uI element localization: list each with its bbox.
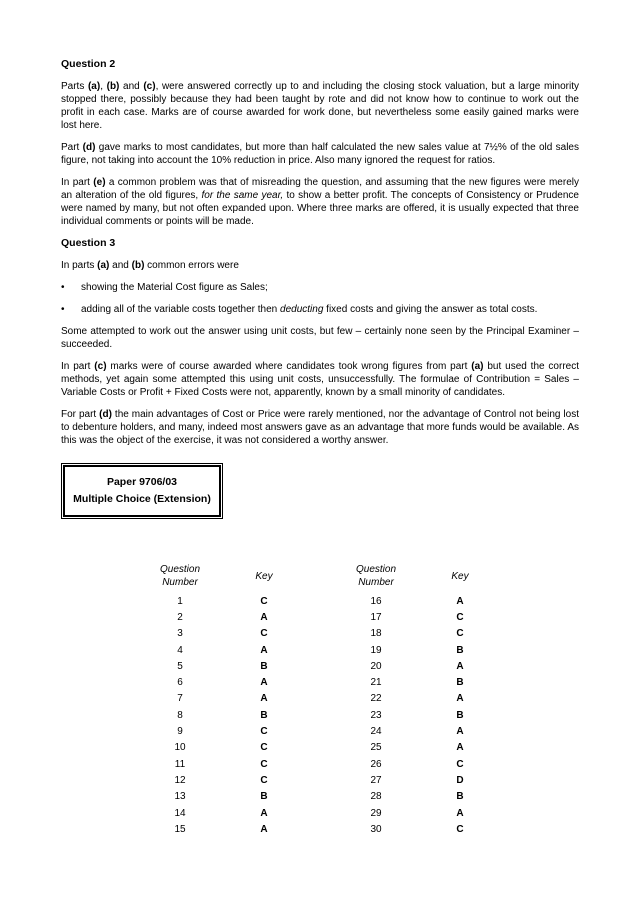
answer-key-cell: B	[260, 791, 268, 803]
spacer	[208, 559, 236, 593]
answer-key-cell: A	[456, 726, 464, 738]
question-2-heading: Question 2	[61, 58, 116, 70]
table-row	[348, 609, 488, 625]
table-row	[348, 723, 488, 739]
question-number-cell: 12	[174, 774, 186, 786]
question-number-cell: 5	[177, 660, 183, 672]
spacer	[404, 789, 432, 805]
question-number-cell: 27	[370, 774, 382, 786]
answer-key-cell: C	[456, 823, 464, 835]
answer-key-cell: A	[260, 644, 268, 656]
table-row	[152, 609, 292, 625]
question-number-cell: 6	[177, 677, 183, 689]
answer-key-table-right	[348, 559, 488, 837]
answer-key-cell: A	[260, 611, 268, 623]
question-number-cell: 21	[370, 677, 382, 689]
question-number-cell: 19	[370, 644, 382, 656]
answer-key-cell: C	[260, 742, 268, 754]
table-row	[348, 658, 488, 674]
table-row	[348, 756, 488, 772]
spacer	[404, 740, 432, 756]
spacer	[208, 674, 236, 690]
q2-part-d-paragraph	[61, 141, 579, 167]
q3-part-d-paragraph	[61, 408, 579, 447]
table-row	[152, 740, 292, 756]
question-number-cell: 14	[174, 807, 186, 819]
question-number-cell: 29	[370, 807, 382, 819]
text: Parts	[61, 81, 88, 92]
text: the main advantages of Cost or Price were rarely mentioned, nor the advantage of Control not being lost to debenture holders, and many, indeed most answers gave as an advantage that more funds would be available. As this was the object of the exercise, it was not considered a worthy answer.	[61, 409, 579, 446]
part-ref: (a)	[87, 81, 101, 92]
text: adding all of the variable costs together then	[81, 304, 281, 315]
part-ref: (c)	[143, 81, 156, 92]
list-item	[61, 303, 579, 316]
part-ref: (d)	[82, 142, 96, 153]
answer-key-cell: A	[456, 807, 464, 819]
part-ref: (e)	[93, 177, 106, 188]
bullet-icon: •	[61, 304, 65, 315]
spacer	[404, 559, 432, 593]
text: showing the Material Cost figure as Sales;	[81, 282, 268, 293]
spacer	[404, 707, 432, 723]
question-number-cell: 17	[370, 611, 382, 623]
table-row	[152, 789, 292, 805]
part-ref: (d)	[99, 409, 112, 420]
table-row	[152, 707, 292, 723]
table-row	[152, 723, 292, 739]
question-number-cell: 2	[177, 611, 183, 623]
question-number-cell: 20	[370, 660, 382, 672]
table-row	[348, 740, 488, 756]
table-row	[152, 691, 292, 707]
answer-key-table-left	[152, 559, 292, 837]
table-row	[152, 805, 292, 821]
table-row	[348, 821, 488, 837]
report-body	[61, 58, 579, 519]
spacer	[404, 772, 432, 788]
question-number-cell: 4	[177, 644, 183, 656]
text: In part	[61, 177, 94, 188]
spacer	[208, 626, 236, 642]
paper-number: Paper 9706/03	[106, 476, 178, 488]
question-number-cell: 25	[370, 742, 382, 754]
paper-title-box	[61, 463, 223, 519]
question-number-cell: 1	[177, 595, 183, 607]
answer-key-cell: A	[260, 807, 268, 819]
answer-key-cell: C	[260, 774, 268, 786]
table-body	[348, 593, 488, 837]
spacer	[404, 642, 432, 658]
question-number-header	[152, 559, 208, 593]
spacer	[208, 821, 236, 837]
question-number-cell: 8	[177, 709, 183, 721]
spacer	[208, 723, 236, 739]
part-ref: (b)	[106, 81, 120, 92]
q3-unit-costs-paragraph: Some attempted to work out the answer using unit costs, but few – certainly none seen by the Principal Examiner – succeeded.	[61, 326, 579, 350]
spacer	[208, 772, 236, 788]
bullet-icon: •	[61, 282, 65, 293]
text: In parts	[61, 260, 98, 271]
answer-key-cell: B	[456, 709, 464, 721]
paper-title-inner	[63, 465, 221, 517]
spacer	[404, 626, 432, 642]
question-number-cell: 13	[174, 791, 186, 803]
spacer	[404, 609, 432, 625]
question-number-cell: 24	[370, 726, 382, 738]
answer-key-cell: C	[260, 595, 268, 607]
spacer	[208, 756, 236, 772]
table-row	[348, 805, 488, 821]
key-header: Key	[255, 570, 273, 582]
text: and	[109, 260, 132, 271]
text: ,	[100, 81, 107, 92]
answer-key-cell: A	[456, 660, 464, 672]
question-number-cell: 7	[177, 693, 183, 705]
answer-key-cell: B	[260, 660, 268, 672]
table-row	[348, 789, 488, 805]
text: In part	[61, 361, 95, 372]
answer-key-cell: D	[456, 774, 464, 786]
spacer	[208, 740, 236, 756]
q2-parts-abc-paragraph	[61, 80, 579, 132]
text: , were answered correctly up to and including the closing stock valuation, but a large minority stopped there, possibly because they had been taught by rote and did not know how to continue to work out the profit in each case. Marks are of course awarded for work done, but nevertheless some easily gained marks were lost here.	[61, 81, 579, 131]
key-header: Key	[451, 570, 469, 582]
question-number-cell: 15	[174, 823, 186, 835]
spacer	[208, 642, 236, 658]
answer-key-cell: B	[456, 677, 464, 689]
text: gave marks to most candidates, but more than half calculated the new sales value at 7½% of the old sales figure, not taking into account the 10% reduction in price. Also many ignored the request for ratios.	[61, 142, 579, 166]
emphasis: deducting	[280, 304, 324, 315]
spacer	[404, 658, 432, 674]
header-text: Question	[355, 564, 397, 575]
answer-key-cell: C	[260, 758, 268, 770]
answer-key-cell: C	[456, 611, 464, 623]
table-row	[152, 593, 292, 609]
spacer	[404, 805, 432, 821]
table-row	[348, 626, 488, 642]
answer-key-cell: B	[456, 644, 464, 656]
text: to show a better profit. The concepts of Consistency or Prudence were named by many, but not often expanded upon. Where three marks are offered, it is usually expected that three individual comments or points will be made.	[61, 190, 579, 227]
q3-part-c-paragraph	[61, 360, 579, 399]
q3-intro-paragraph	[61, 259, 579, 272]
answer-key-cell: A	[260, 693, 268, 705]
spacer	[208, 593, 236, 609]
answer-key-cell: C	[456, 758, 464, 770]
text: marks were of course awarded where candidates took wrong figures from part	[106, 361, 472, 372]
paper-subtitle: Multiple Choice (Extension)	[73, 493, 211, 505]
question-number-cell: 28	[370, 791, 382, 803]
question-number-cell: 18	[370, 628, 382, 640]
spacer	[208, 707, 236, 723]
spacer	[404, 691, 432, 707]
text: a common problem was that of misreading the question, and assuming that the new figures were merely an alteration of the old figures,	[61, 177, 579, 201]
question-number-cell: 3	[177, 628, 183, 640]
spacer	[208, 691, 236, 707]
text: common errors were	[144, 260, 239, 271]
spacer	[404, 821, 432, 837]
spacer	[404, 593, 432, 609]
question-number-cell: 11	[174, 758, 186, 770]
table-row	[348, 642, 488, 658]
spacer	[404, 723, 432, 739]
header-text: Number	[358, 577, 394, 588]
table-header-row	[348, 559, 488, 593]
question-number-header	[348, 559, 404, 593]
table-row	[152, 658, 292, 674]
list-item	[61, 281, 579, 294]
text: fixed costs and giving the answer as total costs.	[323, 304, 538, 315]
table-row	[348, 691, 488, 707]
table-body	[152, 593, 292, 837]
question-number-cell: 9	[177, 726, 183, 738]
answer-key-cell: A	[456, 742, 464, 754]
question-number-cell: 23	[370, 709, 382, 721]
question-3-heading: Question 3	[61, 237, 116, 249]
answer-key-cell: C	[260, 726, 268, 738]
table-row	[152, 772, 292, 788]
answer-key-cell: A	[260, 823, 268, 835]
q3-error-list	[61, 281, 579, 316]
part-ref: (a)	[471, 361, 484, 372]
part-ref: (a)	[97, 260, 110, 271]
table-header-row	[152, 559, 292, 593]
table-row	[152, 626, 292, 642]
table-row	[348, 593, 488, 609]
text: and	[119, 81, 144, 92]
question-number-cell: 22	[370, 693, 382, 705]
table-row	[152, 756, 292, 772]
q2-part-e-paragraph	[61, 176, 579, 228]
table-row	[348, 707, 488, 723]
part-ref: (c)	[94, 361, 107, 372]
spacer	[208, 805, 236, 821]
question-number-cell: 26	[370, 758, 382, 770]
answer-key-cell: A	[260, 677, 268, 689]
answer-key-cell: C	[260, 628, 268, 640]
spacer	[208, 789, 236, 805]
emphasis: for the same year,	[201, 190, 284, 201]
table-row	[348, 772, 488, 788]
spacer	[208, 658, 236, 674]
part-ref: (b)	[131, 260, 145, 271]
spacer	[208, 609, 236, 625]
question-number-cell: 10	[174, 742, 186, 754]
table-row	[348, 674, 488, 690]
answer-key-cell: A	[456, 595, 464, 607]
question-number-cell: 30	[370, 823, 382, 835]
answer-key-cell: B	[260, 709, 268, 721]
text: Part	[61, 142, 83, 153]
text: but used the correct methods, yet again some attempted this using unit costs, unsuccessfully. The formulae of Contribution = Sales – Variable Costs or Profit + Fixed Costs were not, apparently, known by a small minority of candidates.	[61, 361, 579, 398]
text: For part	[61, 409, 100, 420]
spacer	[404, 756, 432, 772]
table-row	[152, 821, 292, 837]
header-text: Number	[162, 577, 198, 588]
spacer	[404, 674, 432, 690]
table-row	[152, 642, 292, 658]
question-number-cell: 16	[370, 595, 382, 607]
answer-key-cell: B	[456, 791, 464, 803]
header-text: Question	[159, 564, 201, 575]
answer-key-cell: A	[456, 693, 464, 705]
table-row	[152, 674, 292, 690]
answer-key-cell: C	[456, 628, 464, 640]
